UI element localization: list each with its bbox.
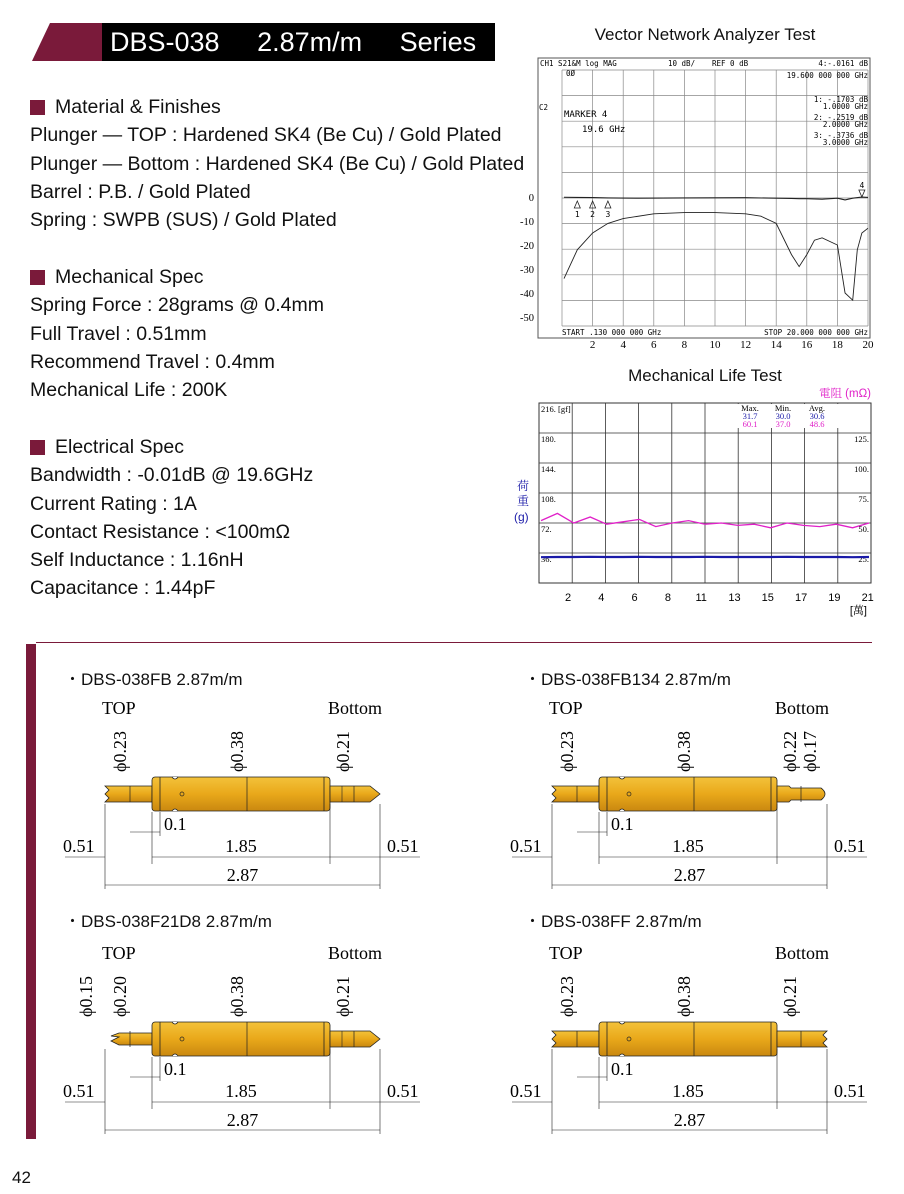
life-x-tick: 21 [861, 592, 874, 604]
life-y-right-label: 50. [858, 524, 869, 534]
vna-x-tick: 16 [801, 339, 813, 351]
vna-start: START .130 000 000 GHz [562, 328, 662, 337]
gap-label: 0.1 [164, 1059, 187, 1079]
vna-x-tick: 14 [770, 339, 782, 351]
top-plunger [552, 786, 599, 802]
mid-length-label: 1.85 [672, 836, 704, 856]
vna-y-tick: -10 [520, 217, 534, 228]
vna-x-tick: 12 [740, 339, 752, 351]
bottom-label: Bottom [775, 943, 830, 963]
pin-drawing [63, 698, 420, 889]
bottom-diameter-label: ϕ0.22 [780, 731, 800, 772]
vna-ch1-label: 0Ø [566, 69, 576, 78]
life-x-tick: 15 [761, 592, 774, 604]
electrical-line: Contact Resistance : <100mΩ [30, 520, 291, 543]
stats-header: Min. [774, 403, 792, 413]
vna-marker-1-freq: 1.0000 GHz [822, 102, 868, 111]
gap-label: 0.1 [164, 814, 187, 834]
material-title: Material & Finishes [55, 96, 221, 118]
bottom-label: Bottom [328, 943, 383, 963]
vna-x-tick: 20 [862, 339, 874, 351]
mechanical-line: Full Travel : 0.51mm [30, 322, 207, 345]
vna-marker-2-val: 2: -.2519 dB [813, 113, 868, 122]
life-x-tick: 17 [794, 592, 808, 604]
tip-diameter-label: ϕ0.15 [76, 976, 96, 1017]
pin-drawing [510, 698, 867, 889]
electrical-line: Bandwidth : -0.01dB @ 19.6GHz [30, 464, 314, 487]
bottom-diameter-label: ϕ0.21 [333, 731, 353, 772]
pin-name: DBS-038FB 2.87m/m [81, 670, 243, 689]
header-series: Series [399, 27, 477, 57]
mid-length-label: 1.85 [225, 836, 257, 856]
top-label: TOP [549, 943, 583, 963]
life-y-left-label: 180. [541, 434, 556, 444]
vna-marker-3-freq: 3.0000 GHz [822, 138, 868, 147]
vna-y-tick: -40 [520, 289, 534, 300]
barrel-diameter-label: ϕ0.38 [674, 976, 694, 1017]
stats-resistance: 37.0 [775, 419, 791, 429]
mid-length-label: 1.85 [672, 1081, 704, 1101]
vna-marker-1-val: 1: -.1703 dB [813, 95, 868, 104]
pin-title-f21d8: ・DBS-038F21D8 2.87m/m [64, 912, 272, 931]
vna-top-left: CH1 S21&M log MAG [540, 59, 617, 68]
material-line: Plunger — TOP : Hardened SK4 (Be Cu) / Gold Plated [30, 124, 502, 147]
total-length-label: 2.87 [226, 1110, 259, 1130]
vna-marker-3-val: 3: -.3736 dB [813, 131, 868, 140]
life-x-tick: 11 [695, 592, 707, 604]
header-size: 2.87m/m [257, 27, 363, 57]
vna-marker-box-1: MARKER 4 [564, 110, 608, 120]
mechanical-line: Spring Force : 28grams @ 0.4mm [30, 294, 324, 317]
vna-scale: 10 dB/ [668, 59, 696, 68]
vna-ref: REF 0 dB [712, 59, 749, 68]
vna-marker-label: 2 [590, 210, 596, 219]
vna-y-tick: -20 [520, 241, 534, 252]
gap-label: 0.1 [611, 1059, 634, 1079]
gap-label: 0.1 [611, 814, 634, 834]
material-line: Barrel : P.B. / Gold Plated [30, 180, 251, 203]
vna-x-tick: 4 [620, 339, 626, 351]
load-label-3: (g) [514, 510, 529, 524]
life-y-left-label: 72. [541, 524, 552, 534]
vna-marker-label: 1 [574, 210, 580, 219]
vna-marker-label: 4 [859, 181, 865, 190]
life-y-right-label: 125. [854, 434, 869, 444]
life-y-right-label: 25. [858, 554, 869, 564]
top-diameter-label: ϕ0.20 [110, 976, 130, 1017]
bottom-diameter-label: ϕ0.21 [780, 976, 800, 1017]
barrel-diameter-label: ϕ0.38 [227, 976, 247, 1017]
bottom-plunger [777, 1031, 827, 1047]
top-label: TOP [102, 943, 136, 963]
top-plunger [105, 786, 152, 802]
barrel-diameter-label: ϕ0.38 [227, 731, 247, 772]
electrical-title: Electrical Spec [55, 436, 184, 458]
stats-force: 31.7 [742, 411, 758, 421]
material-line: Spring : SWPB (SUS) / Gold Plated [30, 209, 337, 232]
vna-stop: STOP 20.000 000 000 GHz [764, 328, 868, 337]
vna-ch2-label: C2 [539, 103, 549, 112]
bottom-label: Bottom [775, 698, 830, 718]
life-x-tick: 4 [598, 592, 605, 604]
life-x-tick: 2 [564, 592, 572, 604]
vna-x-tick: 10 [709, 339, 721, 351]
header-model: DBS-038 [110, 27, 220, 57]
vna-y-tick: -30 [520, 265, 534, 276]
bottom-diameter-label: ϕ0.21 [333, 976, 353, 1017]
barrel [599, 1022, 777, 1056]
mechanical-line: Mechanical Life : 200K [30, 379, 228, 402]
vna-x-tick: 8 [681, 339, 688, 351]
bottom-plunger [330, 786, 380, 802]
life-x-tick: 19 [828, 592, 841, 604]
top-diameter-label: ϕ0.23 [110, 731, 130, 772]
vna-x-tick: 6 [651, 339, 657, 351]
life-y-right-label: 75. [858, 494, 869, 504]
electrical-line: Self Inductance : 1.16nH [30, 549, 244, 572]
mid-length-label: 1.85 [225, 1081, 257, 1101]
barrel [152, 1022, 330, 1056]
vna-x-tick: 18 [831, 339, 843, 351]
right-length-label: 0.51 [834, 1081, 866, 1101]
top-plunger [552, 1031, 599, 1047]
pin-name: DBS-038FF 2.87m/m [541, 912, 702, 931]
left-length-label: 0.51 [510, 836, 542, 856]
load-label-1: 荷 [517, 479, 530, 493]
barrel [599, 777, 777, 811]
pin-title-fb: ・DBS-038FB 2.87m/m [64, 670, 243, 689]
barrel [152, 777, 330, 811]
resistance-axis-label: 電阻 (mΩ) [818, 388, 871, 400]
bottom-label: Bottom [328, 698, 383, 718]
electrical-line: Current Rating : 1A [30, 492, 197, 515]
total-length-label: 2.87 [673, 865, 706, 885]
life-y-left-label: 144. [541, 464, 556, 474]
top-label: TOP [549, 698, 583, 718]
top-diameter-label: ϕ0.23 [557, 976, 577, 1017]
barrel-diameter-label: ϕ0.38 [674, 731, 694, 772]
vna-marker-box-2: 19.6 GHz [582, 125, 626, 135]
load-label-2: 重 [517, 494, 530, 508]
left-length-label: 0.51 [510, 1081, 542, 1101]
mechanical-title: Mechanical Spec [55, 266, 204, 288]
life-title: Mechanical Life Test [628, 366, 782, 385]
pin-drawing [510, 943, 867, 1134]
total-length-label: 2.87 [226, 865, 259, 885]
life-x-tick: 8 [664, 592, 671, 604]
vna-title: Vector Network Analyzer Test [594, 25, 816, 44]
right-length-label: 0.51 [387, 836, 419, 856]
stats-header: Max. [741, 403, 759, 413]
page-number: 42 [12, 1168, 31, 1187]
material-line: Plunger — Bottom : Hardened SK4 (Be Cu) / Gold Plated [30, 152, 525, 175]
life-x-unit: [萬] [849, 605, 867, 617]
vna-marker-value: 4:-.0161 dB [818, 59, 868, 68]
pin-name: DBS-038FB134 2.87m/m [541, 670, 731, 689]
vna-marker-2-freq: 2.0000 GHz [822, 120, 868, 129]
left-length-label: 0.51 [63, 836, 95, 856]
vna-marker-label: 3 [605, 210, 611, 219]
stats-header: Avg. [808, 403, 826, 413]
bottom-tip-diameter-label: ϕ0.17 [800, 731, 820, 772]
top-label: TOP [102, 698, 136, 718]
left-length-label: 0.51 [63, 1081, 95, 1101]
life-y-right-label: 100. [854, 464, 869, 474]
vna-x-tick: 2 [589, 339, 596, 351]
pin-name: DBS-038F21D8 2.87m/m [81, 912, 272, 931]
bottom-plunger [330, 1031, 380, 1047]
life-x-tick: 6 [631, 592, 638, 604]
vna-y-tick: 0 [528, 193, 534, 204]
mechanical-line: Recommend Travel : 0.4mm [30, 350, 275, 373]
stats-resistance: 60.1 [742, 419, 758, 429]
pin-drawing [63, 943, 420, 1134]
top-plunger [111, 1033, 152, 1045]
life-x-tick: 13 [728, 592, 741, 604]
pin-title-fb134: ・DBS-038FB134 2.87m/m [524, 670, 731, 689]
stats-force: 30.6 [809, 411, 825, 421]
right-length-label: 0.51 [834, 836, 866, 856]
stats-resistance: 48.6 [809, 419, 825, 429]
life-y-left-label: 108. [541, 494, 556, 504]
vna-y-tick: -50 [520, 313, 534, 324]
pin-title-ff: ・DBS-038FF 2.87m/m [524, 912, 702, 931]
electrical-line: Capacitance : 1.44pF [30, 577, 216, 600]
stats-force: 30.0 [775, 411, 791, 421]
total-length-label: 2.87 [673, 1110, 706, 1130]
life-y-left-label: 216. [gf] [541, 404, 571, 414]
right-length-label: 0.51 [387, 1081, 419, 1101]
vna-marker-freq: 19.600 000 000 GHz [786, 71, 868, 80]
life-y-left-label: 36. [541, 554, 552, 564]
top-diameter-label: ϕ0.23 [557, 731, 577, 772]
